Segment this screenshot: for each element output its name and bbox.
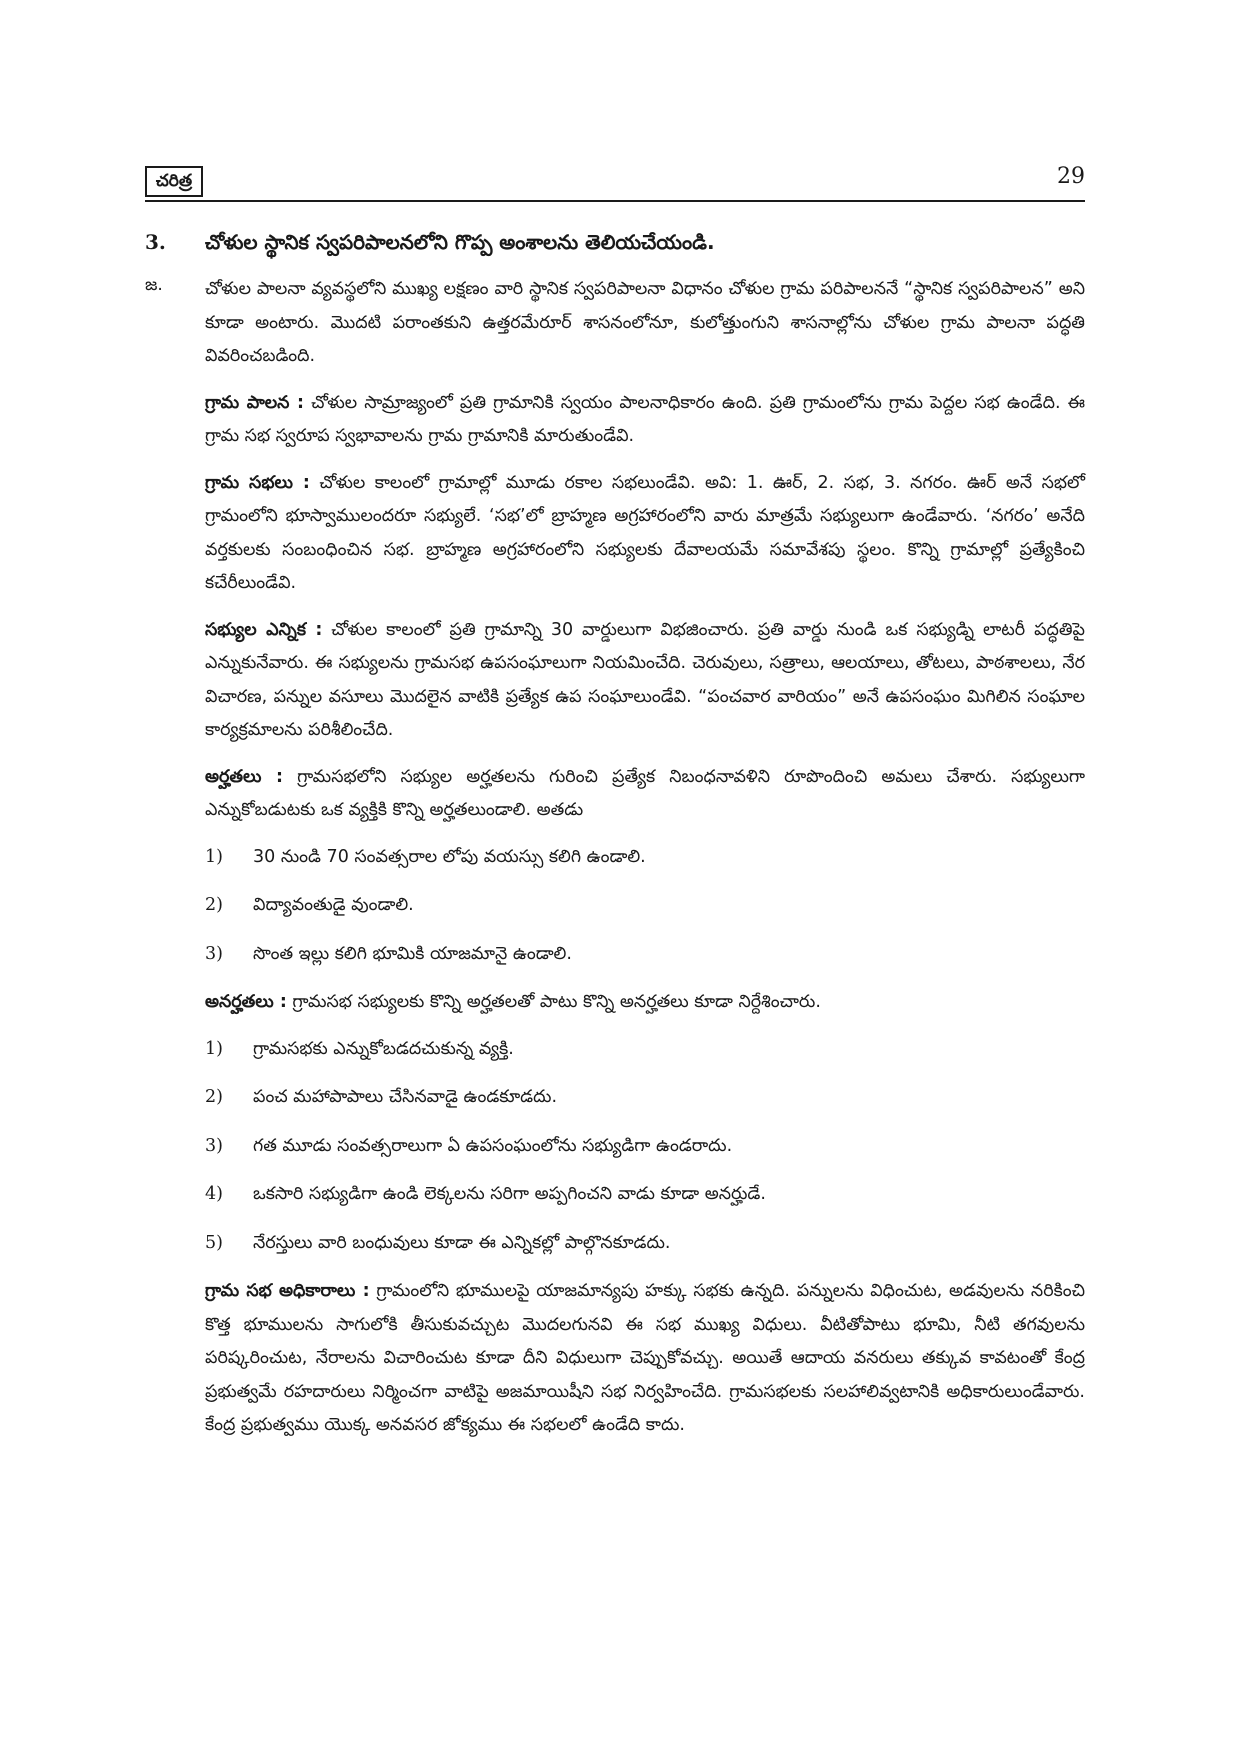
section-text: చోళుల కాలంలో ప్రతి గ్రామాన్ని 30 వార్డులుగా విభజించారు. ప్రతి వార్డు నుండి ఒక సభ్యుడ్ని లాటరీ పద్ధతిపై ఎన్నుకునేవారు. ఈ సభ్యులను గ్రామసభ ఉపసంఘాలుగా నియమించేది. చెరువులు, సత్రాలు, ఆలయాలు, తోటలు, పాఠశాలలు, నేర విచారణ, పన్నుల వసూలు మొదలైన వాటికి ప్రత్యేక ఉప సంఘాలుండేవి. “పంచవార వారియం” అనే ఉపసంఘం మిగిలిన సంఘాల కార్యక్రమాలను పరిశీలించేది. (205, 619, 1085, 740)
section-heading: గ్రామ సభ అధికారాలు : (205, 1281, 370, 1301)
list-item-number: 3) (205, 943, 223, 964)
list-item-text: విద్యావంతుడై వుండాలి. (253, 895, 414, 915)
section-text: గ్రామంలోని భూములపై యాజమాన్యపు హక్కు సభకు ఉన్నది. పన్నులను విధించుట, అడవులను నరికించి కొత్త భూములను సాగులోకి తీసుకువచ్చుట మొదలగునవి ఈ సభ ముఖ్య విధులు. వీటితోపాటు భూమి, నీటి తగవులను పరిష్కరించుట, నేరాలను విచారించుట కూడా దీని విధులుగా చెప్పుకోవచ్చు. అయితే ఆదాయ వనరులు తక్కువ కావటంతో కేంద్ర ప్రభుత్వమే రహదారులు నిర్మించగా వాటిపై అజమాయిషీని సభ నిర్వహించేది. గ్రామసభలకు సలహాలివ్వటానికి అధికారులుండేవారు. కేంద్ర ప్రభుత్వము యొక్క అనవసర జోక్యము ఈ సభలలో ఉండేది కాదు. (205, 1281, 1085, 1435)
list-item-text: నేరస్తులు వారి బంధువులు కూడా ఈ ఎన్నికల్లో పాల్గొనకూడదు. (253, 1232, 671, 1253)
section-arhatalu (205, 761, 1085, 828)
section-heading: అర్హతలు : (205, 766, 284, 787)
subject-label: చరిత్ర (145, 166, 203, 197)
list-item-text: గ్రామసభకు ఎన్నుకోబడదచుకున్న వ్యక్తి. (253, 1038, 514, 1059)
header-rule (145, 200, 1085, 202)
list-item (205, 1130, 1085, 1164)
list-item-number: 3) (205, 1135, 223, 1156)
arhatalu-list (205, 841, 1085, 972)
question-number: 3. (145, 230, 166, 254)
list-item-text: పంచ మహాపాపాలు చేసినవాడై ఉండకూడదు. (253, 1087, 558, 1107)
list-item-text: గత మూడు సంవత్సరాలుగా ఏ ఉపసంఘంలోను సభ్యుడిగా ఉండరాదు. (253, 1135, 733, 1156)
list-item-text: సొంత ఇల్లు కలిగి భూమికి యాజమానై ఉండాలి. (253, 943, 572, 964)
answer-body (205, 273, 1085, 1456)
list-item-number: 1) (205, 846, 223, 867)
list-item (205, 1178, 1085, 1212)
section-text: చోళుల కాలంలో గ్రామాల్లో మూడు రకాల సభలుండేవి. అవి: 1. ఊర్, 2. సభ, 3. నగరం. ఊర్ అనే సభలో గ్రామంలోని భూస్వాములందరూ సభ్యులే. ‘సభ’లో బ్రాహ్మణ అగ్రహారంలోని వారు మాత్రమే సభ్యులుగా ఉండేవారు. ‘నగరం’ అనేది వర్తకులకు సంబంధించిన సభ. బ్రాహ్మణ అగ్రహారంలోని సభ్యులకు దేవాలయమే సమావేశపు స్థలం. కొన్ని గ్రామాల్లో ప్రత్యేకించి కచేరీలుండేవి. (205, 472, 1085, 593)
list-item (205, 841, 1085, 875)
section-heading: అనర్హతలు : (205, 992, 287, 1012)
question-text: చోళుల స్థానిక స్వపరిపాలనలోని గొప్ప అంశాలను తెలియచేయండి. (205, 230, 715, 254)
anarhatalu-list (205, 1033, 1085, 1261)
page-number: 29 (1057, 164, 1085, 189)
section-sabhyula-ennika (205, 614, 1085, 748)
list-item (205, 889, 1085, 923)
answer-label: జ. (145, 275, 163, 295)
list-item (205, 1081, 1085, 1115)
section-grama-sabhalu (205, 467, 1085, 601)
section-heading: గ్రామ పాలన : (205, 392, 305, 413)
section-heading: గ్రామ సభలు : (205, 472, 310, 493)
section-grama-sabha-adhikaralu (205, 1275, 1085, 1443)
list-item (205, 1033, 1085, 1067)
section-anarhatalu (205, 986, 1085, 1020)
list-item-text: ఒకసారి సభ్యుడిగా ఉండి లెక్కలను సరిగా అప్పగించని వాడు కూడా అనర్హుడే. (253, 1184, 766, 1204)
section-text: చోళుల సామ్రాజ్యంలో ప్రతి గ్రామానికి స్వయం పాలనాధికారం ఉంది. ప్రతి గ్రామంలోను గ్రామ పెద్దల సభ ఉండేది. ఈ గ్రామ సభ స్వరూప స్వభావాలను గ్రామ గ్రామానికి మారుతుండేవి. (205, 392, 1086, 446)
list-item (205, 1227, 1085, 1261)
intro-paragraph: చోళుల పాలనా వ్యవస్థలోని ముఖ్య లక్షణం వారి స్థానిక స్వపరిపాలనా విధానం చోళుల గ్రామ పరిపాలననే “స్థానిక స్వపరిపాలన” అని కూడా అంటారు. మొదటి పరాంతకుని ఉత్తరమేరూర్ శాసనంలోనూ, కులోత్తుంగుని శాసనాల్లోను చోళుల గ్రామ పాలనా పద్ధతి వివరించబడింది. (205, 279, 1085, 366)
list-item-text: 30 నుండి 70 సంవత్సరాల లోపు వయస్సు కలిగి ఉండాలి. (253, 846, 646, 867)
section-text: గ్రామసభలోని సభ్యుల అర్హతలను గురించి ప్రత్యేక నిబంధనావళిని రూపొందించి అమలు చేశారు. సభ్యులుగా ఎన్నుకోబడుటకు ఒక వ్యక్తికి కొన్ని అర్హతలుండాలి. అతడు (205, 766, 1085, 820)
list-item-number: 2) (205, 1087, 223, 1107)
section-heading: సభ్యుల ఎన్నిక : (205, 619, 323, 640)
list-item-number: 1) (205, 1038, 223, 1059)
list-item (205, 938, 1085, 972)
list-item-number: 5) (205, 1232, 223, 1253)
section-grama-palana (205, 387, 1085, 454)
list-item-number: 4) (205, 1184, 223, 1204)
section-text: గ్రామసభ సభ్యులకు కొన్ని అర్హతలతో పాటు కొన్ని అనర్హతలు కూడా నిర్దేశించారు. (286, 992, 821, 1012)
page-header (145, 162, 1085, 202)
list-item-number: 2) (205, 895, 223, 915)
